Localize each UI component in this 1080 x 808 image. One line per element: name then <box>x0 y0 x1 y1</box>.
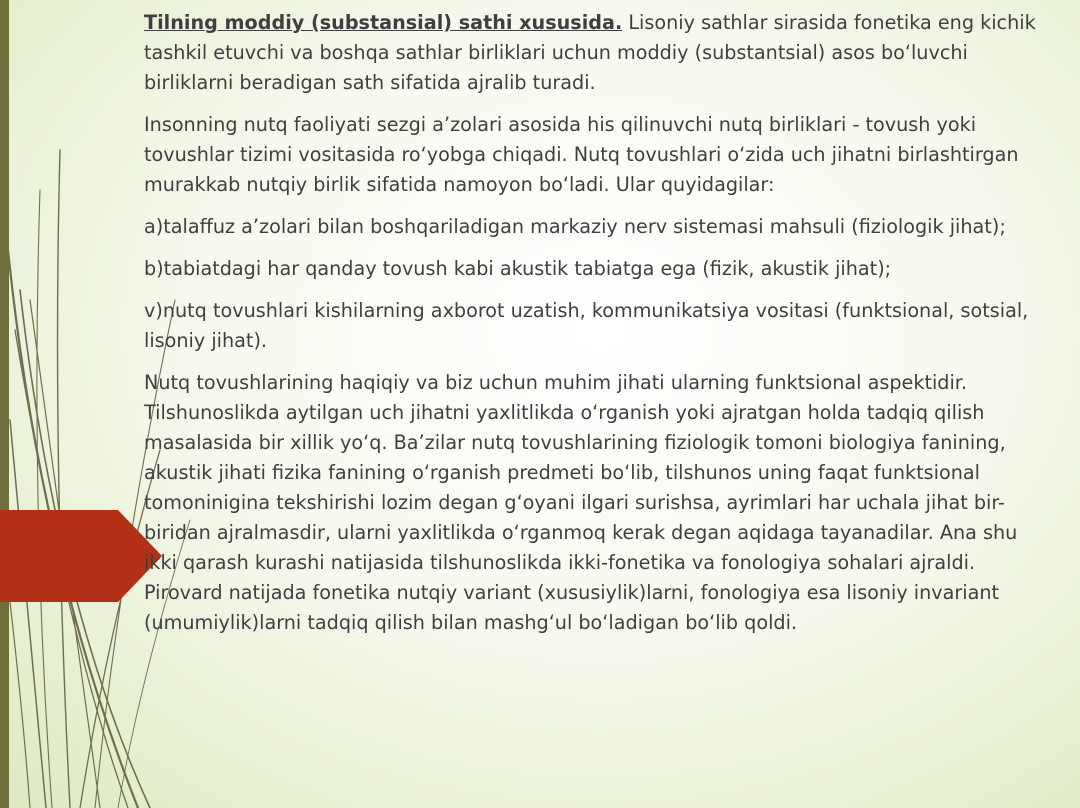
red-arrow-shape <box>0 510 162 602</box>
section-heading: Tilning moddiy (substansial) sathi xususida. <box>144 11 623 34</box>
paragraph-speech-sounds: Insonning nutq faoliyati sezgi a’zolari asosida his qilinuvchi nutq birliklari - tovush yoki tovushlar tizimi vositasida ro‘yobga chiqadi. Nutq tovushlari o‘zida uch jihatni birlashtirgan murakkab nutqiy birlik sifatida namoyon bo‘ladi. Ular quyidagilar: <box>144 113 1019 196</box>
intro-text: Lisoniy sathlar sirasida fonetika eng kichik tashkil etuvchi va boshqa sathlar birliklari uchun moddiy (substantsial) asos bo‘luvchi birliklarni beradigan sath sifatida ajralib turadi. <box>144 11 1036 94</box>
list-item-b: b)tabiatdagi har qanday tovush kabi akustik tabiatga ega (fizik, akustik jihat); <box>144 257 892 280</box>
list-item-v: v)nutq tovushlari kishilarning axborot uzatish, kommunikatsiya vositasi (funktsional, sotsial, lisoniy jihat). <box>144 299 1029 352</box>
paragraph-functional-aspect: Nutq tovushlarining haqiqiy va biz uchun muhim jihati ularning funktsional aspektidir. Tilshunoslikda aytilgan uch jihatni yaxlitlikda o‘rganish yoki ajratgan holda tadqiq qilish masalasida bir xillik yo‘q. Ba’zilar nutq tovushlarining fiziologik tomoni biologiya fanining, akustik jihati fizika fanining o‘rganish predmeti bo‘lib, tilshunos uning faqat funktsional tomoninigina tekshirishi lozim degan g‘oyani ilgari surishsa, ayrimlari har uchala jihat bir-biridan ajralmasdir, ularni yaxlitlikda o‘rganmoq kerak degan aqidaga tayanadilar. Ana shu ikki qarash kurashi natijasida tilshunoslikda ikki-fonetika va fonologiya sohalari ajraldi. Pirovard natijada fonetika nutqiy variant (xususiylik)larni, fonologiya esa lisoniy invariant (umumiylik)larni tadqiq qilish bilan mashg‘ul bo‘ladigan bo‘lib qoldi. <box>144 371 1018 634</box>
paragraph-intro <box>144 8 1048 98</box>
list-item-a: a)talaffuz a’zolari bilan boshqariladigan markaziy nerv sistemasi mahsuli (fiziologik jihat); <box>144 215 1006 238</box>
slide-body <box>144 8 1048 650</box>
